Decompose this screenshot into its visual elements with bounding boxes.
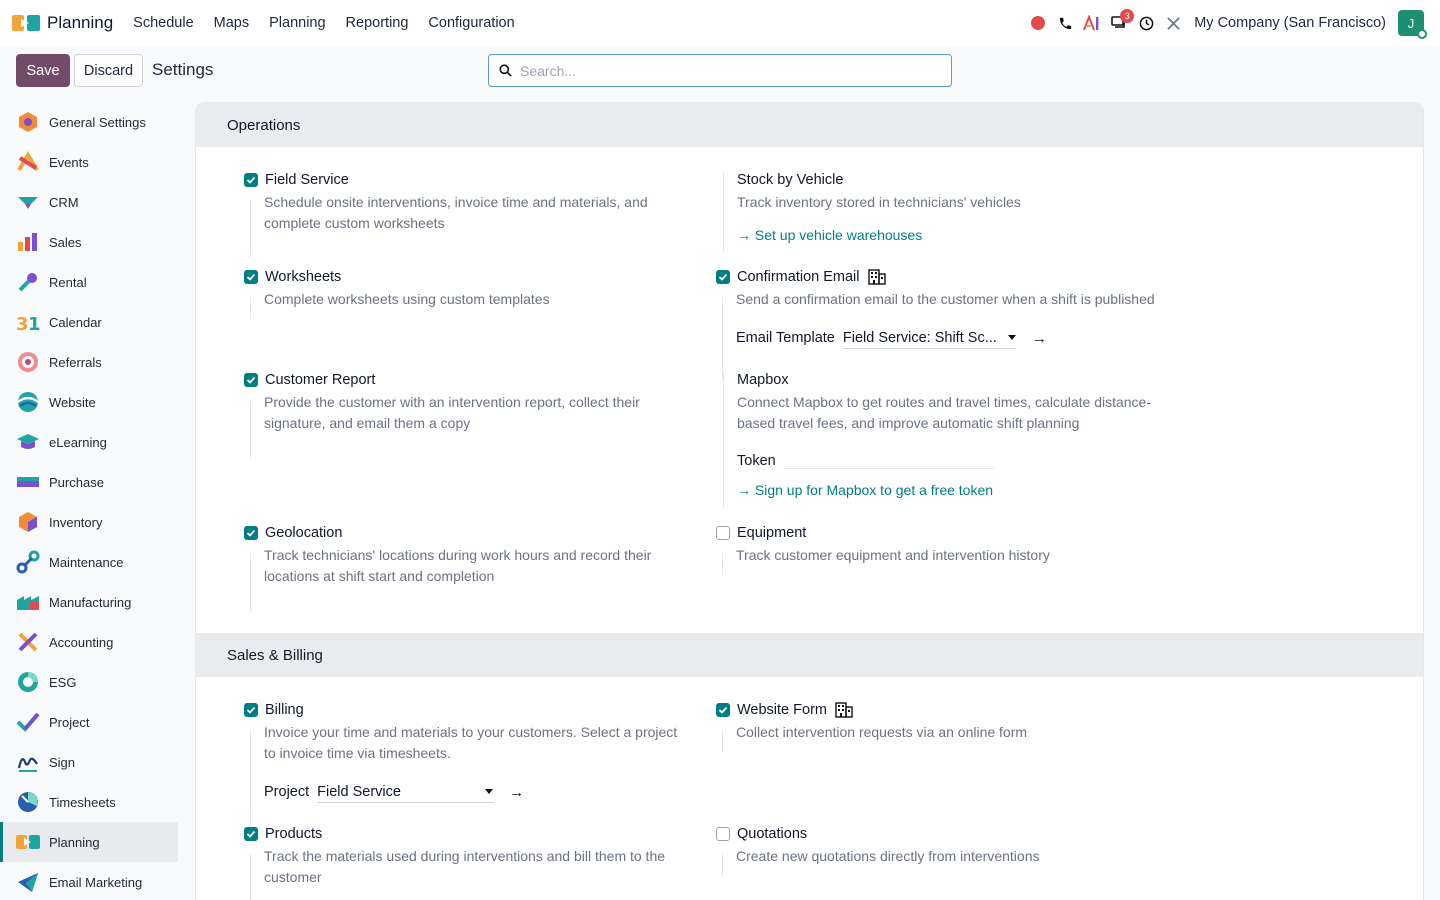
sidebar-item-crm[interactable] xyxy=(0,182,190,222)
sidebar-item-label: Email Marketing xyxy=(49,874,143,890)
sign-icon xyxy=(16,750,40,774)
sidebar-item-rental[interactable] xyxy=(0,262,190,302)
section-header-operations: Operations xyxy=(196,103,1423,147)
section-operations xyxy=(196,147,1423,633)
setting-description: Collect intervention requests via an online form xyxy=(736,724,1028,740)
project-icon xyxy=(16,710,40,734)
setting-description: Send a confirmation email to the customer when a shift is published xyxy=(736,291,1155,307)
email-template-select[interactable] xyxy=(843,327,1016,349)
section-sales-billing xyxy=(196,677,1423,900)
setting-worksheets xyxy=(244,269,674,310)
setting-title: Stock by Vehicle xyxy=(737,172,844,188)
notification-badge: 3 xyxy=(1120,9,1134,23)
tools-icon[interactable] xyxy=(1160,10,1186,36)
select-value: Field Service: Shift Sc... xyxy=(842,329,997,346)
geolocation-checkbox[interactable] xyxy=(244,526,258,540)
sidebar-item-label: Planning xyxy=(49,834,100,850)
manufacturing-icon xyxy=(16,590,40,614)
rental-icon xyxy=(16,270,40,294)
token-label: Token xyxy=(737,453,776,469)
user-avatar[interactable] xyxy=(1398,10,1424,36)
search-input[interactable] xyxy=(520,63,940,79)
sidebar-item-sign[interactable] xyxy=(0,742,190,782)
general-settings-icon xyxy=(16,110,40,134)
crm-icon xyxy=(16,190,40,214)
setting-customer-report xyxy=(244,372,664,434)
arrow-right-icon: → xyxy=(737,227,755,243)
project-select[interactable] xyxy=(317,781,493,803)
messages-icon[interactable] xyxy=(1106,10,1132,36)
sidebar-item-label: eLearning xyxy=(49,434,107,450)
sidebar-item-label: Events xyxy=(49,154,89,170)
equipment-checkbox[interactable] xyxy=(716,526,730,540)
setting-description: Schedule onsite interventions, invoice time and materials, and complete custom worksheets xyxy=(264,194,648,231)
top-navbar xyxy=(0,0,1440,46)
setting-geolocation xyxy=(244,525,674,587)
sidebar-item-label: General Settings xyxy=(49,114,146,130)
chevron-down-icon xyxy=(1008,335,1016,340)
email-marketing-icon xyxy=(16,870,40,894)
menu-maps[interactable]: Maps xyxy=(213,15,250,31)
sidebar-item-planning[interactable] xyxy=(0,822,178,862)
inventory-icon xyxy=(16,510,40,534)
sidebar-item-label: Maintenance xyxy=(49,554,124,570)
setting-title: Worksheets xyxy=(265,269,342,285)
sidebar-item-label: Website xyxy=(49,394,96,410)
menu-schedule[interactable]: Schedule xyxy=(133,15,194,31)
token-input[interactable] xyxy=(784,449,994,469)
setting-description: Track inventory stored in technicians' vehicles xyxy=(737,194,1021,210)
setting-description: Invoice your time and materials to your customers. Select a project to invoice time via timesheets. xyxy=(264,724,678,761)
website-form-checkbox[interactable] xyxy=(716,703,730,717)
menu-reporting[interactable]: Reporting xyxy=(345,15,409,31)
sidebar-item-sales[interactable] xyxy=(0,222,190,262)
sidebar-item-label: Rental xyxy=(49,274,87,290)
mapbox-signup-link[interactable] xyxy=(737,482,993,498)
sidebar-item-label: Purchase xyxy=(49,474,104,490)
sidebar-item-manufacturing[interactable] xyxy=(0,582,190,622)
customer-report-checkbox[interactable] xyxy=(244,373,258,387)
discard-button[interactable]: Discard xyxy=(74,54,143,87)
open-project-arrow-icon[interactable]: → xyxy=(509,783,525,801)
menu-configuration[interactable]: Configuration xyxy=(428,15,515,31)
sidebar-item-label: Sign xyxy=(49,754,76,770)
setting-billing xyxy=(244,702,684,803)
company-switcher[interactable]: My Company (San Francisco) xyxy=(1194,15,1386,31)
link-label: Sign up for Mapbox to get a free token xyxy=(754,482,994,498)
sidebar-item-email-marketing[interactable] xyxy=(0,862,190,900)
setting-confirmation-email xyxy=(716,269,1176,349)
timesheets-icon xyxy=(16,790,40,814)
activity-clock-icon[interactable] xyxy=(1133,10,1159,36)
sidebar-item-label: Sales xyxy=(49,234,82,250)
purchase-icon xyxy=(16,470,40,494)
sidebar-item-calendar[interactable] xyxy=(0,302,190,342)
chevron-down-icon xyxy=(485,789,493,794)
sidebar-item-label: Manufacturing xyxy=(49,594,132,610)
sidebar-item-label: Referrals xyxy=(49,354,102,370)
products-checkbox[interactable] xyxy=(244,827,258,841)
section-header-sales-billing: Sales & Billing xyxy=(196,633,1423,677)
email-template-label: Email Template xyxy=(736,330,835,346)
sidebar-item-label: Timesheets xyxy=(49,794,116,810)
sidebar-item-label: Project xyxy=(49,714,90,730)
calendar-icon xyxy=(16,310,40,334)
planning-icon xyxy=(16,830,40,854)
project-label: Project xyxy=(264,784,310,800)
settings-panel xyxy=(195,102,1424,900)
menu-planning[interactable]: Planning xyxy=(269,15,326,31)
svg-text:3: 3 xyxy=(16,314,29,334)
sidebar-item-label: Calendar xyxy=(49,314,102,330)
setting-description: Create new quotations directly from interventions xyxy=(736,848,1040,864)
setting-description: Provide the customer with an intervention report, collect their signature, and email them a copy xyxy=(264,394,640,431)
setting-title: Field Service xyxy=(265,172,349,188)
setting-title: Customer Report xyxy=(265,372,376,388)
building-icon xyxy=(868,269,886,285)
sales-icon xyxy=(16,230,40,254)
setting-title: Geolocation xyxy=(265,525,343,541)
avatar-letter: J xyxy=(1407,15,1415,31)
building-icon xyxy=(835,702,853,718)
setting-quotations xyxy=(716,826,1176,867)
field-service-checkbox[interactable] xyxy=(244,173,258,187)
sidebar-item-general-settings[interactable] xyxy=(0,102,190,142)
elearning-icon xyxy=(16,430,40,454)
events-icon xyxy=(16,150,40,174)
worksheets-checkbox[interactable] xyxy=(244,270,258,284)
ai-icon[interactable] xyxy=(1079,10,1105,36)
setting-description: Track technicians' locations during work hours and record their locations at shift start and completion xyxy=(264,547,652,584)
search-box[interactable] xyxy=(488,54,952,87)
website-icon xyxy=(16,390,40,414)
link-label: Set up vehicle warehouses xyxy=(754,227,923,243)
sidebar-item-label: ESG xyxy=(49,674,77,690)
sidebar-item-website[interactable] xyxy=(0,382,190,422)
sidebar-item-inventory[interactable] xyxy=(0,502,190,542)
record-icon[interactable] xyxy=(1025,10,1051,36)
sidebar-item-purchase[interactable] xyxy=(0,462,190,502)
confirmation-email-checkbox[interactable] xyxy=(716,270,730,284)
setting-title: Equipment xyxy=(737,525,807,541)
set-up-vehicle-warehouses-link[interactable] xyxy=(737,227,922,243)
referrals-icon xyxy=(16,350,40,374)
status-dot xyxy=(1417,29,1427,39)
sidebar-item-esg[interactable] xyxy=(0,662,190,702)
arrow-right-icon: → xyxy=(737,482,755,498)
sidebar-item-project[interactable] xyxy=(0,702,190,742)
setting-description: Connect Mapbox to get routes and travel times, calculate distance-based travel fees, and improve automatic shift planning xyxy=(737,394,1151,431)
setting-title: Mapbox xyxy=(737,372,789,388)
setting-products xyxy=(244,826,674,888)
open-email-template-arrow-icon[interactable]: → xyxy=(1031,329,1047,347)
setting-title: Billing xyxy=(265,702,304,718)
phone-icon[interactable] xyxy=(1052,10,1078,36)
sidebar-item-label: Inventory xyxy=(49,514,103,530)
accounting-icon xyxy=(16,630,40,654)
maintenance-icon xyxy=(16,550,40,574)
setting-title: Products xyxy=(265,826,323,842)
search-icon xyxy=(499,64,512,77)
select-value: Field Service xyxy=(317,783,401,800)
setting-field-service xyxy=(244,172,674,234)
esg-icon xyxy=(16,670,40,694)
sidebar-item-events[interactable] xyxy=(0,142,190,182)
sidebar-item-referrals[interactable] xyxy=(0,342,190,382)
sidebar-item-maintenance[interactable] xyxy=(0,542,190,582)
app-name: Planning xyxy=(47,13,114,32)
billing-checkbox[interactable] xyxy=(244,703,258,717)
setting-stock-by-vehicle xyxy=(723,172,1173,243)
setting-description: Track the materials used during interventions and bill them to the customer xyxy=(264,848,666,885)
save-button[interactable]: Save xyxy=(16,54,70,87)
quotations-checkbox[interactable] xyxy=(716,827,730,841)
planning-app-icon xyxy=(12,12,40,34)
setting-description: Track customer equipment and intervention history xyxy=(736,547,1050,563)
setting-title: Website Form xyxy=(737,702,827,718)
sidebar-item-elearning[interactable] xyxy=(0,422,190,462)
setting-description: Complete worksheets using custom templates xyxy=(264,291,550,307)
sidebar-item-label: Accounting xyxy=(49,634,114,650)
svg-text:1: 1 xyxy=(28,314,40,334)
setting-title: Quotations xyxy=(737,826,808,842)
page-title: Settings xyxy=(152,60,214,79)
setting-website-form xyxy=(716,702,1176,743)
settings-sidebar xyxy=(0,102,190,900)
setting-mapbox xyxy=(723,372,1173,498)
setting-title: Confirmation Email xyxy=(737,269,860,285)
setting-equipment xyxy=(716,525,1176,566)
app-brand[interactable] xyxy=(12,12,113,34)
sidebar-item-timesheets[interactable] xyxy=(0,782,190,822)
sidebar-item-label: CRM xyxy=(49,194,79,210)
sidebar-item-accounting[interactable] xyxy=(0,622,190,662)
